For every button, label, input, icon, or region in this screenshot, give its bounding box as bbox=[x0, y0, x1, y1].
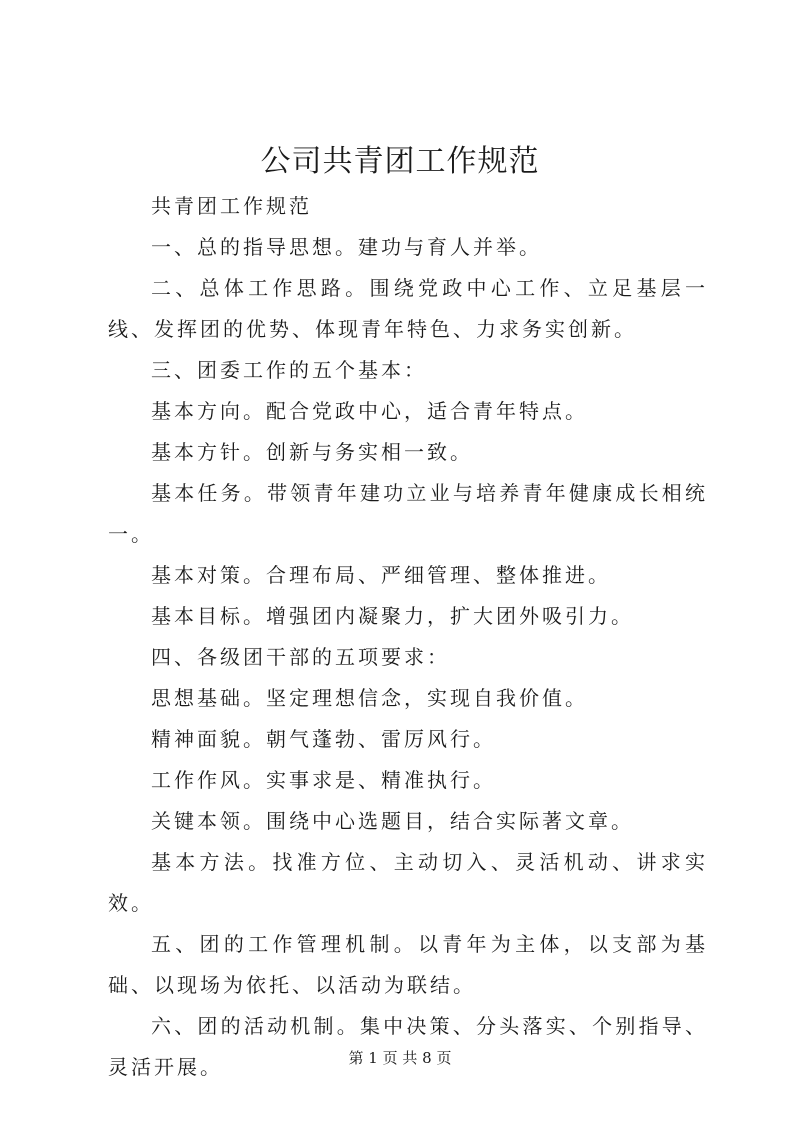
document-body bbox=[108, 186, 708, 1088]
paragraph: 四、各级团干部的五项要求： bbox=[151, 645, 450, 669]
paragraph: 共青团工作规范 bbox=[151, 194, 312, 218]
paragraph: 工作作风。实事求是、精准执行。 bbox=[151, 768, 496, 792]
paragraph: 基本目标。增强团内凝聚力，扩大团外吸引力。 bbox=[151, 604, 634, 628]
paragraph: 基本方法。找准方位、主动切入、灵活机动、讲求实效。 bbox=[108, 850, 708, 915]
paragraph: 基本方针。创新与务实相一致。 bbox=[151, 440, 473, 464]
paragraph: 五、团的工作管理机制。以青年为主体，以支部为基础、以现场为依托、以活动为联结。 bbox=[108, 932, 708, 997]
paragraph: 一、总的指导思想。建功与育人并举。 bbox=[151, 235, 542, 259]
paragraph: 思想基础。坚定理想信念，实现自我价值。 bbox=[151, 686, 588, 710]
paragraph: 六、团的活动机制。集中决策、分头落实、个别指导、灵活开展。 bbox=[108, 1014, 708, 1079]
document-title: 公司共青团工作规范 bbox=[260, 144, 540, 179]
paragraph: 关键本领。围绕中心选题目，结合实际著文章。 bbox=[151, 809, 634, 833]
paragraph: 精神面貌。朝气蓬勃、雷厉风行。 bbox=[151, 727, 496, 751]
paragraph: 基本任务。带领青年建功立业与培养青年健康成长相统一。 bbox=[108, 481, 708, 546]
paragraph: 二、总体工作思路。围绕党政中心工作、立足基层一线、发挥团的优势、体现青年特色、力求务实创新。 bbox=[108, 276, 708, 341]
page-footer: 第 1 页 共 8 页 bbox=[348, 1049, 452, 1067]
paragraph: 三、团委工作的五个基本： bbox=[151, 358, 427, 382]
paragraph: 基本方向。配合党政中心，适合青年特点。 bbox=[151, 399, 588, 423]
paragraph: 基本对策。合理布局、严细管理、整体推进。 bbox=[151, 563, 611, 587]
